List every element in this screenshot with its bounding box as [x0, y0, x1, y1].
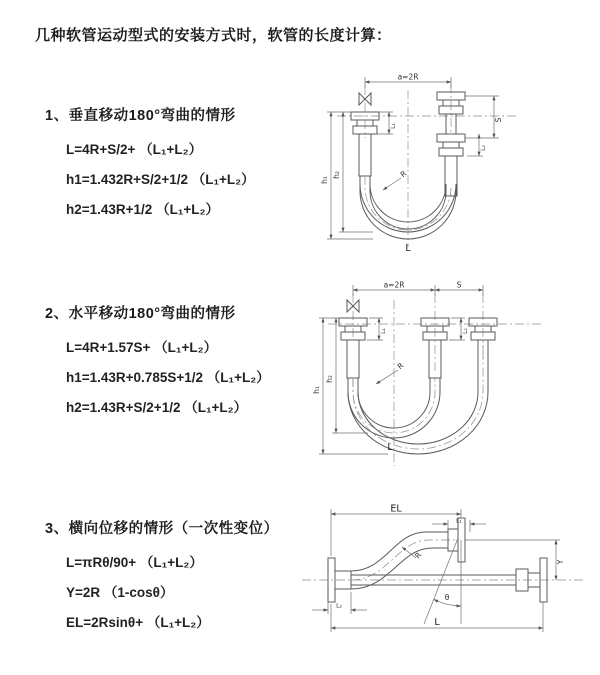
s-label: S	[494, 117, 503, 123]
l2-label: L₂	[480, 145, 487, 151]
section-2-heading: 2、水平移动180°弯曲的情形	[45, 306, 236, 322]
right-fitting-lower	[437, 134, 465, 196]
radius-callout	[383, 169, 408, 190]
centerlines	[337, 84, 518, 247]
dimension-l1	[377, 112, 397, 134]
formula-line: EL=2Rsinθ+ （L₁+L₂）	[66, 615, 210, 630]
h1-label: h₁	[320, 176, 329, 184]
l-label: L	[387, 442, 393, 453]
dimension-l1	[367, 318, 387, 340]
s-label: S	[456, 280, 462, 290]
page-title: 几种软管运动型式的安装方式时，软管的长度计算：	[35, 27, 392, 44]
h2-label: h₂	[332, 171, 341, 179]
formula-line: Y=2R （1-cosθ）	[66, 585, 174, 600]
section-3	[45, 519, 335, 638]
section-3-formulas	[66, 548, 335, 638]
upper-flange	[448, 518, 465, 562]
section-1-heading: 1、垂直移动180°弯曲的情形	[45, 108, 236, 124]
centerlines	[302, 540, 584, 580]
l-label: L	[405, 243, 411, 254]
section-3-heading: 3、横向位移的情形（一次性变位）	[45, 521, 279, 537]
dimension-a-2r	[353, 281, 483, 297]
section-2-formulas	[66, 333, 335, 423]
y-label: Y	[556, 559, 565, 565]
dimension-l	[331, 602, 543, 632]
radius-callout	[376, 361, 405, 384]
formula-line: L=πRθ/90+ （L₁+L₂）	[66, 555, 203, 570]
hose-outline	[351, 532, 448, 589]
h2-label: h₂	[325, 375, 334, 383]
formula-line: h2=1.43R+1/2 （L₁+L₂）	[66, 202, 220, 217]
diagram-vertical-180-bend	[313, 72, 543, 254]
hose-outline	[348, 340, 488, 454]
l-label: L	[434, 617, 440, 628]
dimension-l2	[467, 134, 487, 156]
l1-label: L₁	[456, 517, 462, 525]
section-2	[45, 304, 335, 423]
dimension-a-2r	[365, 73, 451, 89]
theta-label: θ	[444, 593, 450, 602]
braid-section	[359, 134, 371, 176]
braid-section	[347, 340, 359, 378]
l2-label: L₂	[336, 602, 342, 610]
l1-label: L₁	[390, 123, 397, 129]
el-label: EL	[390, 503, 402, 515]
dimension-s	[435, 281, 483, 291]
r-label: R	[398, 168, 409, 180]
diagram-lateral-displacement	[298, 502, 588, 644]
l2-label: L₂	[462, 328, 469, 334]
l1-label: L₁	[380, 328, 387, 334]
formula-line: h2=1.43R+S/2+1/2 （L₁+L₂）	[66, 400, 248, 415]
a-2r-label: a=2R	[383, 280, 405, 290]
a-2r-label: a=2R	[397, 72, 419, 82]
dimension-l1	[432, 518, 486, 533]
dimension-s	[465, 96, 503, 138]
left-fitting	[339, 318, 367, 378]
formula-line: L=4R+S/2+ （L₁+L₂）	[66, 142, 203, 157]
formula-line: L=4R+1.57S+ （L₁+L₂）	[66, 340, 218, 355]
r-label: R	[395, 360, 406, 372]
h1-label: h₁	[312, 386, 321, 394]
section-1-formulas	[66, 135, 335, 225]
dimension-h1	[312, 318, 388, 454]
diagram-horizontal-180-bend	[310, 280, 555, 472]
dimension-l2	[449, 318, 469, 340]
formula-line: h1=1.43R+0.785S+1/2 （L₁+L₂）	[66, 370, 270, 385]
formula-line: h1=1.432R+S/2+1/2 （L₁+L₂）	[66, 172, 255, 187]
section-1	[45, 106, 335, 225]
dimension-y	[465, 540, 565, 580]
dimension-l2	[312, 592, 367, 614]
r-label: R	[412, 550, 424, 561]
